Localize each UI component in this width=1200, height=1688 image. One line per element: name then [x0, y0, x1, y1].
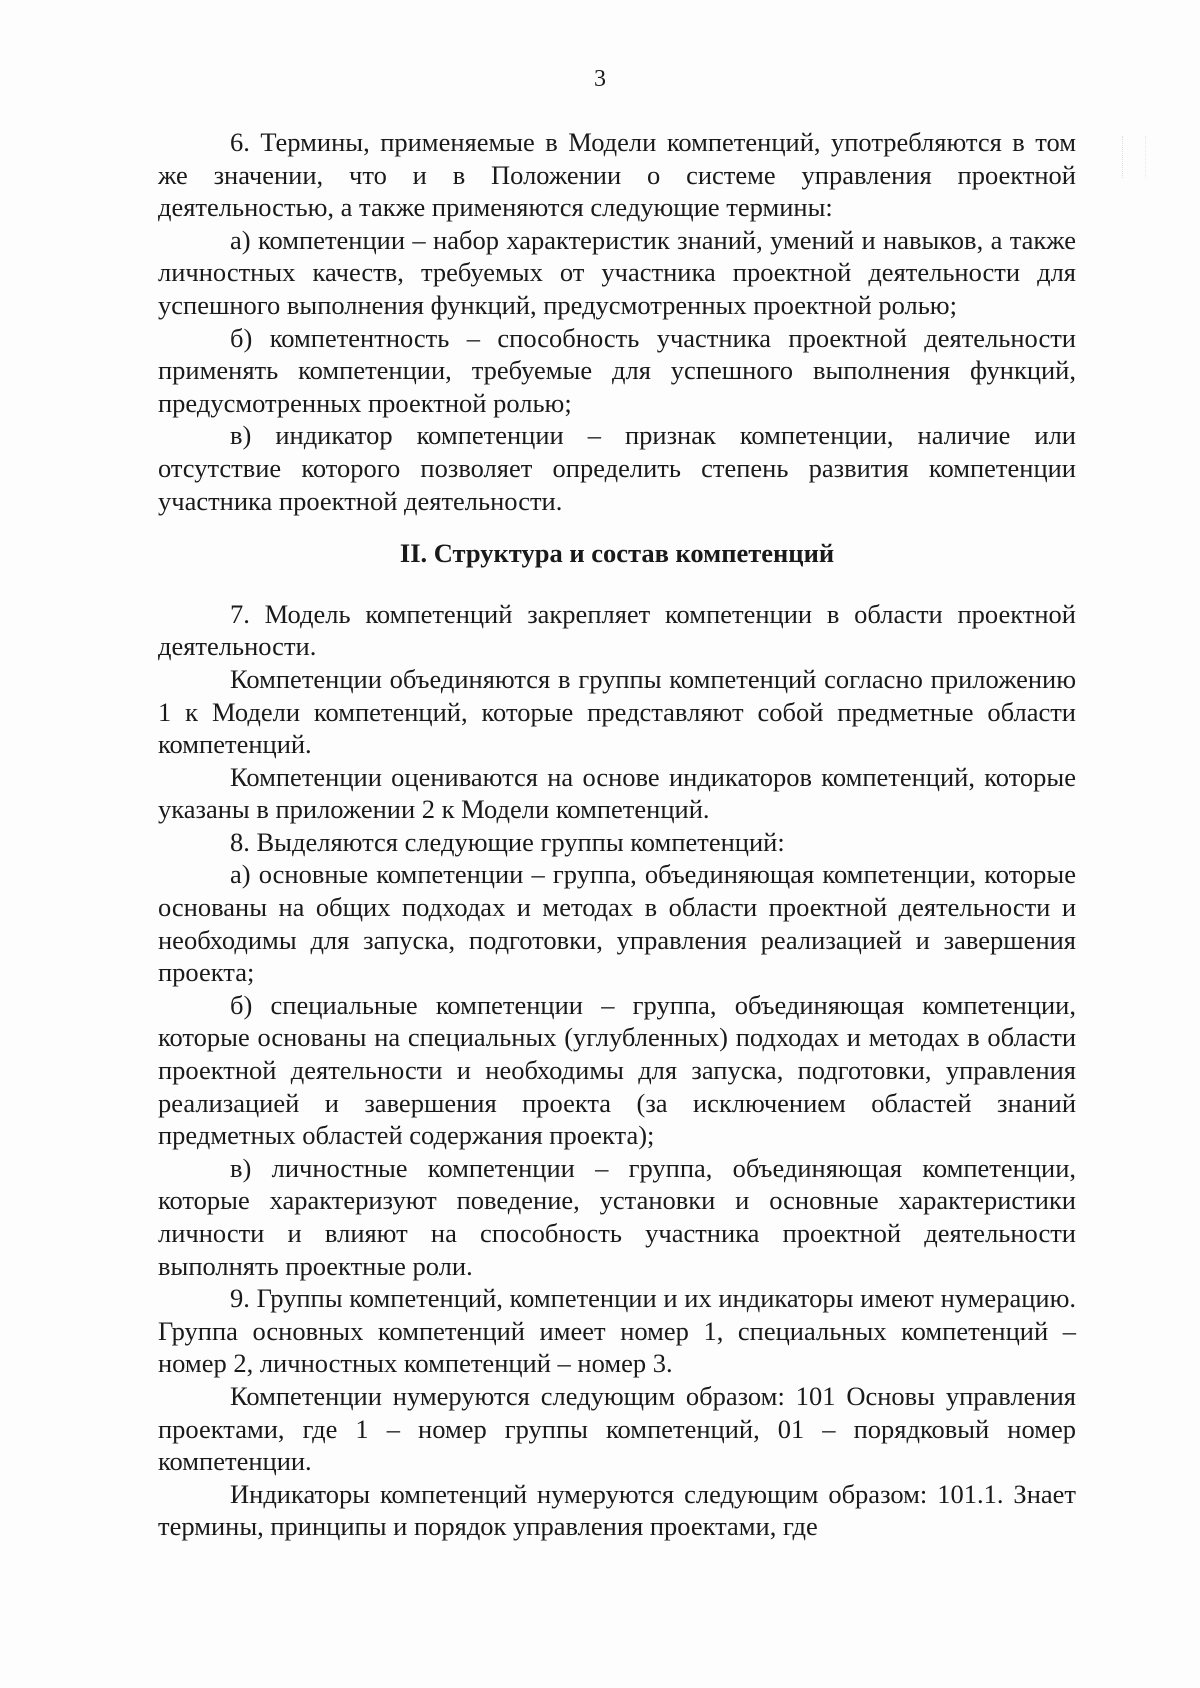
paragraph-basic-competencies: а) основные компетенции – группа, объединяющая компетенции, которые основаны на общих подходах и методах в области проектной деятельности и необходимы для запуска, подготовки, управления реализацией и завершения проекта;: [158, 859, 1076, 988]
paragraph-groups: Компетенции объединяются в группы компетенций согласно приложению 1 к Модели компетенций, которые представляют собой предметные области компетенций.: [158, 663, 1076, 760]
paragraph-7: 7. Модель компетенций закрепляет компетенции в области проектной деятельности.: [158, 598, 1076, 662]
paragraph-competency-numbering: Компетенции нумеруются следующим образом: 101 Основы управления проектами, где 1 – номер группы компетенций, 01 – порядковый номер компетенции.: [158, 1380, 1076, 1477]
paragraph-special-competencies: б) специальные компетенции – группа, объединяющая компетенции, которые основаны на специальных (углубленных) подходах и методах в области проектной деятельности и необходимы для запуска, подготовки, управления реализацией и завершения проекта (за исключением областей знаний предметных областей содержания проекта);: [158, 989, 1076, 1151]
paragraph-terms-intro: 6. Термины, применяемые в Модели компетенций, употребляются в том же значении, что и в Положении о системе управления проектной деятельностью, а также применяются следующие термины:: [158, 127, 1076, 223]
page-number: 3: [594, 66, 606, 92]
paragraph-8: 8. Выделяются следующие группы компетенций:: [230, 826, 785, 857]
paragraph-term-competence: б) компетентность – способность участника проектной деятельности применять компетенции, требуемые для успешного выполнения функций, предусмотренных проектной ролью;: [158, 322, 1076, 418]
paragraph-9: 9. Группы компетенций, компетенции и их индикаторы имеют нумерацию. Группа основных компетенций имеет номер 1, специальных компетенций – номер 2, личностных компетенций – номер 3.: [158, 1283, 1076, 1379]
paragraph-evaluation: Компетенции оцениваются на основе индикаторов компетенций, которые указаны в приложении 2 к Модели компетенций.: [158, 761, 1076, 825]
section-heading: II. Структура и состав компетенций: [399, 538, 835, 569]
paragraph-indicator-numbering: Индикаторы компетенций нумеруются следующим образом: 101.1. Знает термины, принципы и порядок управления проектами, где: [158, 1478, 1076, 1542]
paragraph-personal-competencies: в) личностные компетенции – группа, объединяющая компетенции, которые характеризуют поведение, установки и основные характеристики личности и влияют на способность участника проектной деятельности выполнять проектные роли.: [158, 1152, 1076, 1281]
scan-artifact: [1122, 136, 1146, 178]
document-body: [158, 126, 1076, 1543]
paragraph-term-competencies: а) компетенции – набор характеристик знаний, умений и навыков, а также личностных качеств, требуемых от участника проектной деятельности для успешного выполнения функций, предусмотренных проектной ролью;: [158, 224, 1076, 320]
paragraph-term-indicator: в) индикатор компетенции – признак компетенции, наличие или отсутствие которого позволяет определить степень развития компетенции участника проектной деятельности.: [158, 420, 1076, 516]
